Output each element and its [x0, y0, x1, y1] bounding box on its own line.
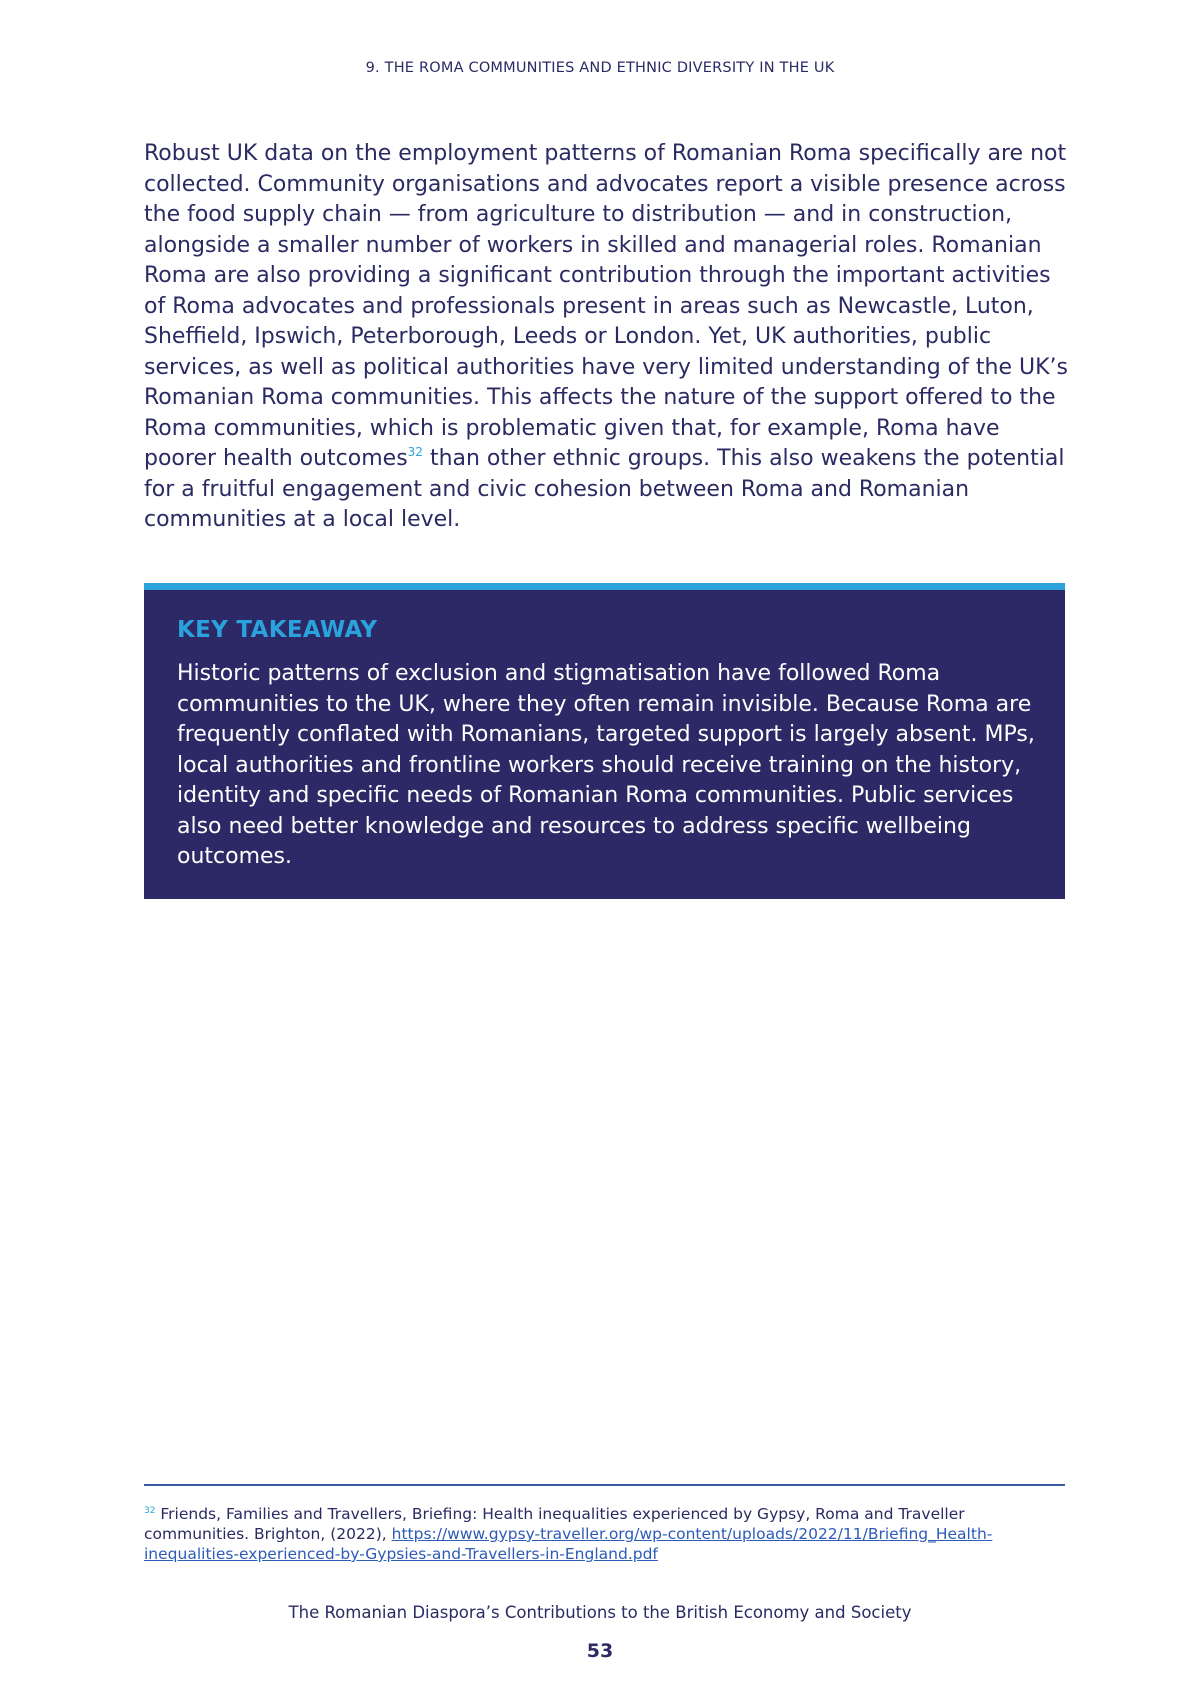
footer-document-title: The Romanian Diaspora’s Contributions to the British Economy and Society — [288, 1603, 912, 1622]
page-number: 53 — [586, 1640, 614, 1662]
footnote-divider — [144, 1484, 1065, 1486]
key-takeaway-text: Historic patterns of exclusion and stigmatisation have followed Roma communities to the UK, where they often remain invisible. Because Roma are frequently conflated with Romanians, targeted support is largely absent. MPs, local authorities and frontline workers should receive training on the history, identity and specific needs of Romanian Roma communities. Public services also need better knowledge and resources to address specific wellbeing outcomes. — [177, 661, 1035, 869]
key-takeaway-box — [144, 583, 1065, 899]
footnote-link[interactable]: https://www.gypsy-traveller.org/wp-content/uploads/2022/11/Briefing_Health-inequalities-experienced-by-Gypsies-and-Travellers-in-England.pdf — [144, 1525, 993, 1563]
footnote-text: Friends, Families and Travellers, Briefing: Health inequalities experienced by Gypsy, Roma and Traveller communities. Brighton, (2022), — [144, 1505, 965, 1543]
body-paragraph — [144, 139, 1074, 536]
body-text-part-1: Robust UK data on the employment patterns of Romanian Roma specifically are not collected. Community organisations and advocates report a visible presence across the food supply chain — from agriculture to distribution — and in construction, alongside a smaller number of workers in skilled and managerial roles. Romanian Roma are also providing a significant contribution through the important activities of Roma advocates and professionals present in areas such as Newcastle, Luton, Sheffield, Ipswich, Peterborough, Leeds or London. Yet, UK authorities, public services, as well as political authorities have very limited understanding of the UK’s Romanian Roma communities. This affects the nature of the support offered to the Roma communities, which is problematic given that, for example, Roma have poorer health outcomes — [144, 141, 1068, 471]
footnote-number: 32 — [144, 1506, 156, 1516]
body-text-part-2: than other ethnic groups. This also weakens the potential for a fruitful engagement and civic cohesion between Roma and Romanian communities at a local level. — [144, 446, 1065, 532]
running-header: 9. THE ROMA COMMUNITIES AND ETHNIC DIVERSITY IN THE UK — [365, 60, 835, 76]
footnote-reference[interactable]: 32 — [407, 445, 423, 459]
footnote — [144, 1504, 1069, 1564]
key-takeaway-heading: KEY TAKEAWAY — [177, 617, 378, 643]
